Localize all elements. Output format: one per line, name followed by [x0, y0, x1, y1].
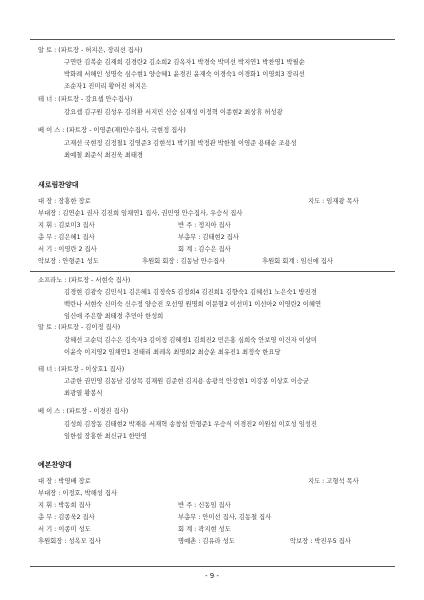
saerom-soprano-heading: 소프라노 : (파트장 - 서현숙 집사) — [38, 277, 131, 284]
saerom-divider — [30, 271, 395, 272]
saerom-tenor-line-1: 고준한 권민영 김동남 김상목 김재원 김준현 김지용 송광석 안강현1 이강봉 이상호 이승균 — [64, 378, 310, 385]
saerom-bass-heading: 베 이 스 : (파트장 - 이경진 집사) — [38, 408, 129, 415]
yebon-choir-title: 예본찬양대 — [38, 461, 72, 469]
saerom-tenor-line-2: 최광열 황봉식 — [64, 390, 103, 397]
saerom-tenor-heading: 테 너 : (파트장 - 이상호1 집사) — [38, 366, 125, 373]
yebon-leader: 대 장 : 박영배 장로 — [38, 478, 91, 485]
bass-members-line-2: 최예철 최준식 최진욱 최태경 — [64, 152, 143, 159]
saerom-alto-heading: 알 토 : (파트장 - 김이정 집사) — [38, 324, 121, 331]
saerom-accompanist: 반 주 : 정지아 집사 — [178, 222, 231, 229]
yebon-vice-manager: 부총무 : 안미선 집사, 김동철 집사 — [178, 514, 272, 521]
tenor-heading: 테 너 : (파트장 - 강요셉 안수집사) — [38, 96, 133, 103]
saerom-soprano-line-1: 김경현 김광숙 김민식1 김은혜1 김정숙5 김정희4 김진희1 김향숙1 김혜선1 노은숙1 방진경 — [64, 289, 317, 296]
saerom-soprano-line-3: 임신애 주은향 최태경 추민아 한성희 — [64, 313, 164, 320]
yebon-secretary: 서 기 : 이종미 성도 — [38, 526, 91, 533]
alto-members-line-3: 조순자1 진미리 황어진 허지은 — [64, 83, 148, 90]
saerom-secretary: 서 기 : 이영란 2 집사 — [38, 246, 97, 253]
saerom-treasurer: 회 계 : 김수은 집사 — [178, 246, 231, 253]
saerom-bass-line-2: 임한섭 장홍한 최신규1 한만영 — [64, 433, 148, 440]
saerom-vice-manager: 부총무 : 김태현2 집사 — [178, 234, 239, 241]
yebon-treasurer: 회 계 : 곽지현 성도 — [178, 526, 231, 533]
saerom-vice-leaders: 부대장 : 김연순1 권사 김진희 임채연1 집사, 권민영 안수집사, 우승식 집사 — [38, 210, 243, 217]
alto-members-line-2: 박화례 서혜인 성명숙 심수현1 양승혜1 윤경진 윤재숙 이경숙1 이경화1 이영희3 장리선 — [64, 71, 305, 78]
tenor-members-line-1: 강요셉 김구원 김성우 김의환 서지민 신승 심재성 이정혁 이종현2 최상휴 허성광 — [64, 109, 283, 116]
bass-heading: 베 이 스 : (파트장 - 이영준(재)안수집사, 국현정 집사) — [38, 127, 186, 134]
saerom-bass-line-1: 김성희 김장동 김태현2 박재용 서재혁 송창섭 안형준1 우승식 이경진2 이원섭 이호성 임성진 — [64, 421, 318, 428]
yebon-conductor: 지 휘 : 박동희 집사 — [38, 502, 91, 509]
bottom-rule — [30, 566, 395, 567]
bass-members-line-1: 고재선 국현정 김정철1 김영준3 김현석1 박기철 박정관 박한철 이영준 용태순 조용성 — [64, 140, 297, 147]
yebon-director: 지도 : 고형석 목사 — [308, 478, 359, 485]
saerom-conductor: 지 휘 : 김보미3 집사 — [38, 222, 95, 229]
saerom-alto-line-2: 이윤숙 이지영2 임채연1 전태리 최레옥 최명희2 최승운 최유진1 최정숙 한요당 — [64, 349, 281, 356]
top-rule — [30, 39, 395, 40]
alto-heading: 알 토 : (파트장 - 허지은, 장리선 집사) — [38, 47, 143, 54]
yebon-support-president: 후원회장 : 성옥모 집사 — [38, 538, 101, 545]
yebon-manager: 총 무 : 김종욱2 집사 — [38, 514, 95, 521]
saerom-support-treasurer: 후원회 회계 : 임신애 집사 — [262, 258, 333, 265]
yebon-vice-leaders: 부대장 : 이정호, 박해성 집사 — [38, 490, 118, 497]
saerom-choir-title: 새로림찬양대 — [38, 181, 79, 189]
saerom-manager: 총 무 : 김은혜1 집사 — [38, 234, 95, 241]
saerom-librarian: 악보장 : 안형준1 성도 — [38, 258, 99, 265]
saerom-leader: 대 장 : 장홍한 장로 — [38, 198, 91, 205]
yebon-accompanist: 반 주 : 신동임 집사 — [178, 502, 231, 509]
alto-members-line-1: 구연란 김복순 김재희 김경란2 김소희2 김옥자1 박경숙 박미선 박지연1 박찬영1 박필순 — [64, 59, 305, 66]
saerom-soprano-line-2: 백란나 서현숙 신미숙 신수정 양승진 오선영 원명희 이문형2 이선미1 이선아2 이영란2 이혜연 — [64, 301, 322, 308]
yebon-librarian: 악보장 : 박진우5 집사 — [290, 538, 351, 545]
page-number: - 9 - — [205, 572, 219, 580]
saerom-support-president: 후원회 회장 : 김동남 안수집사 — [142, 258, 226, 265]
saerom-director: 지도 : 임재광 목사 — [308, 198, 359, 205]
yebon-honorary: 명예촌 : 김유라 성도 — [178, 538, 235, 545]
saerom-alto-line-1: 강혜선 고순덕 김수은 김숙자3 김이정 김혜경1 김희진2 민은홍 심희숙 안보영 이건자 이상미 — [64, 337, 318, 344]
